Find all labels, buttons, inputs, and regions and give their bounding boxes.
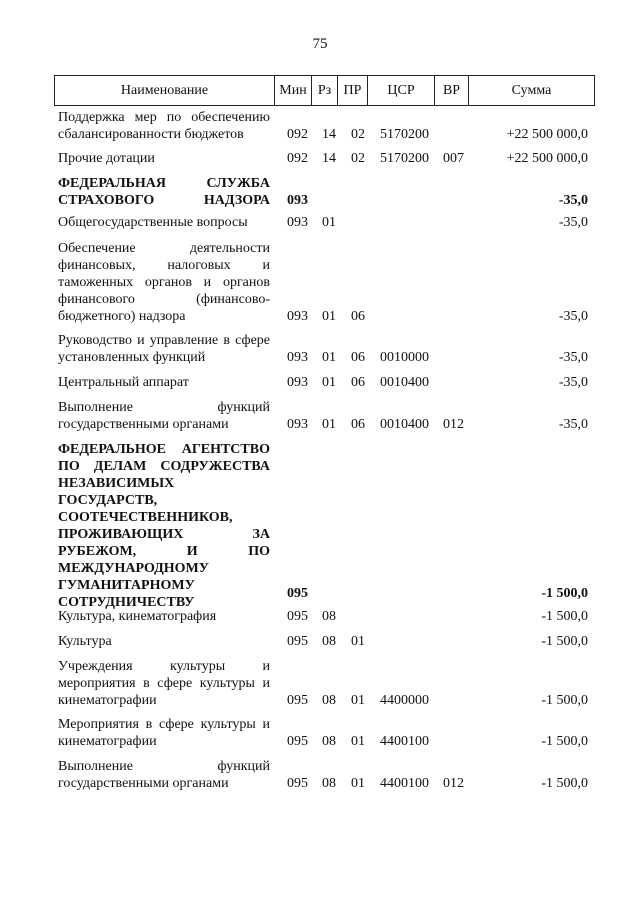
row-name: Учреждения культуры и мероприятия в сфере культуры и кинематографии [58,659,270,708]
row-rz: 08 [322,634,336,649]
row-sum: +22 500 000,0 [506,127,588,142]
row-csr: 0010400 [380,417,429,432]
row-vr: 012 [443,417,464,432]
header-sum: Сумма [511,82,552,98]
row-rz: 01 [322,309,336,324]
row-sum: -1 500,0 [541,586,588,601]
row-name: Прочие дотации [58,151,155,166]
row-sum: -35,0 [558,375,588,390]
row-pr: 06 [351,417,365,432]
row-sum: -35,0 [558,350,588,365]
row-pr: 01 [351,634,365,649]
row-sum: -35,0 [558,417,588,432]
row-name: Центральный аппарат [58,375,189,390]
row-name: Обеспечение деятельности финансовых, налоговых и таможенных органов и органов финансового (финансово-бюджетного) надзора [58,241,270,324]
row-min: 092 [287,151,308,166]
header-vr: ВР [435,76,469,105]
row-csr: 0010400 [380,375,429,390]
header-csr: ЦСР [368,76,435,105]
row-rz: 14 [322,127,336,142]
row-pr: 02 [351,151,365,166]
row-csr: 0010000 [380,350,429,365]
row-min: 093 [287,350,308,365]
row-rz: 08 [322,776,336,791]
row-sum: -35,0 [558,215,588,230]
row-min: 095 [287,776,308,791]
page-number: 75 [312,36,328,52]
row-name: Поддержка мер по обеспечению сбалансированности бюджетов [58,110,270,142]
row-pr: 06 [351,350,365,365]
row-rz: 01 [322,375,336,390]
row-min: 092 [287,127,308,142]
row-name: Культура, кинематография [58,609,217,624]
row-min: 093 [287,215,308,230]
row-rz: 08 [322,734,336,749]
row-pr: 01 [351,734,365,749]
row-sum: -1 500,0 [541,734,588,749]
header-pr: ПР [338,76,368,105]
row-rz: 08 [322,693,336,708]
header-rz: Рз [312,76,338,105]
row-min: 093 [287,309,308,324]
row-min: 093 [287,375,308,390]
row-name: ФЕДЕРАЛЬНАЯ СЛУЖБА СТРАХОВОГО НАДЗОРА [58,176,270,208]
row-pr: 01 [351,693,365,708]
row-pr: 02 [351,127,365,142]
table-header [54,75,595,106]
row-sum: -35,0 [558,309,588,324]
row-min: 095 [287,693,308,708]
row-sum: -1 500,0 [541,634,588,649]
header-name: Наименование [55,76,275,105]
row-pr: 06 [351,375,365,390]
row-sum: -35,0 [558,193,588,208]
row-name: Мероприятия в сфере культуры и кинематографии [58,717,270,749]
row-min: 095 [287,609,308,624]
row-csr: 5170200 [380,151,429,166]
row-name: ФЕДЕРАЛЬНОЕ АГЕНТСТВО ПО ДЕЛАМ СОДРУЖЕСТВА НЕЗАВИСИМЫХ ГОСУДАРСТВ, СООТЕЧЕСТВЕННИКОВ, ПРОЖИВАЮЩИХ ЗА РУБЕЖОМ, И ПО МЕЖДУНАРОДНОМУ ГУМАНИТАРНОМУ СОТРУДНИЧЕСТВУ [58,442,270,610]
row-min: 095 [287,586,308,601]
row-vr: 007 [443,151,464,166]
row-min: 093 [287,193,308,208]
row-min: 093 [287,417,308,432]
row-name: Общегосударственные вопросы [58,215,248,230]
row-min: 095 [287,634,308,649]
row-csr: 5170200 [380,127,429,142]
row-csr: 4400100 [380,776,429,791]
row-name: Руководство и управление в сфере установленных функций [58,333,270,365]
row-pr: 01 [351,776,365,791]
row-rz: 14 [322,151,336,166]
row-csr: 4400100 [380,734,429,749]
row-name: Культура [58,634,112,649]
row-rz: 01 [322,417,336,432]
row-rz: 08 [322,609,336,624]
row-pr: 06 [351,309,365,324]
row-sum: -1 500,0 [541,609,588,624]
row-sum: -1 500,0 [541,693,588,708]
row-name: Выполнение функций государственными органами [58,759,270,791]
row-rz: 01 [322,350,336,365]
row-sum: +22 500 000,0 [506,151,588,166]
row-vr: 012 [443,776,464,791]
row-name: Выполнение функций государственными органами [58,400,270,432]
row-csr: 4400000 [380,693,429,708]
header-min: Мин [275,76,312,105]
row-rz: 01 [322,215,336,230]
row-sum: -1 500,0 [541,776,588,791]
row-min: 095 [287,734,308,749]
